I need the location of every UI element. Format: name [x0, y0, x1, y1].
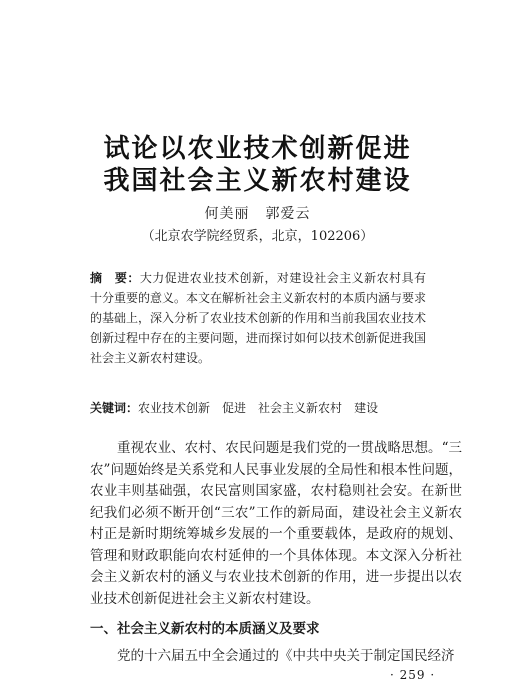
- section-heading-1: 一、社会主义新农村的本质涵义及要求: [90, 621, 320, 637]
- abstract-text: 大力促进农业技术创新，对建设社会主义新农村具有十分重要的意义。本文在解析社会主义新农村的本质内涵与要求的基础上，深入分析了农业技术创新的作用和当前我国农业技术创新过程中存在的主要问题，进而探讨如何以技术创新促进我国社会主义新农村建设。: [90, 271, 427, 365]
- keyword-item: 建设: [354, 401, 379, 415]
- author-2: 郭爱云: [265, 206, 311, 222]
- paper-title-line-1: 试论以农业技术创新促进: [103, 134, 412, 164]
- affiliation: （北京农学院经贸系，北京，102206）: [141, 229, 374, 244]
- keyword-item: 农业技术创新: [138, 401, 211, 415]
- keywords: [90, 398, 430, 418]
- author-1: 何美丽: [204, 206, 250, 222]
- keyword-item: 社会主义新农村: [258, 401, 343, 415]
- body-paragraph-1: 重视农业、农村、农民问题是我们党的一贯战略思想。“三农”问题始终是关系党和人民事业发展的全局性和根本性问题，农业丰则基础强，农民富则国家盛，农村稳则社会安。在新世纪我们必须不断开创“三农”工作的新局面，建设社会主义新农村正是新时期统筹城乡发展的一个重要载体，是政府的规划、管理和财政职能向农村延伸的一个具体体现。本文深入分析社会主义新农村的涵义与农业技术创新的作用，进一步提出以农业技术创新促进社会主义新农村建设。: [90, 440, 462, 607]
- paper-title-line-2: 我国社会主义新农村建设: [103, 166, 412, 196]
- abstract: [90, 268, 426, 368]
- keywords-label: 关键词：: [90, 401, 139, 415]
- abstract-label: 摘 要：: [90, 271, 140, 285]
- authors: [0, 203, 515, 223]
- keyword-item: 促进: [222, 401, 247, 415]
- body-paragraph-2: 党的十六届五中全会通过的《中共中央关于制定国民经济: [117, 648, 455, 664]
- page-number: · 259 ·: [390, 668, 436, 682]
